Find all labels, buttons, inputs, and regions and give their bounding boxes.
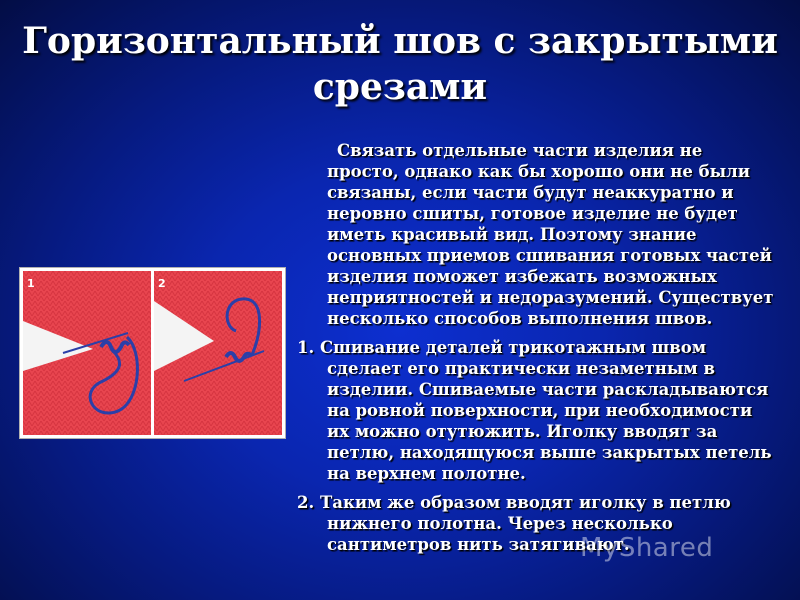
knitting-illustration [20, 268, 285, 438]
illustration-panel-2 [154, 271, 282, 435]
slide-title: Горизонтальный шов с закрытыми срезами [22, 20, 778, 108]
watermark-logo: MyShared [580, 533, 714, 563]
illustration-panel-1 [23, 271, 151, 435]
step-1-paragraph: 1. Сшивание деталей трикотажным швом сделает его практически незаметным в изделии. Сшиваемые части раскладываются на ровной поверхности, при необходимости их можно отутюжить. Иголку вводят за петлю, находящуюся выше закрытых петель на верхнем полотне. [297, 338, 772, 483]
intro-paragraph: Связать отдельные части изделия не просто, однако как бы хорошо они не были связаны, если части будут неаккуратно и неровно сшиты, готовое изделие не будет иметь красивый вид. Поэтому знание основных приемов сшивания готовых частей изделия поможет избежать возможных неприятностей и недоразумений. Существует несколько способов выполнения швов. [327, 141, 774, 328]
knitting-step-1-graphic [23, 271, 151, 435]
slide-body [297, 140, 779, 563]
knitting-step-2-graphic [154, 271, 282, 435]
panel-number-1: 1 [27, 277, 35, 290]
step-2-paragraph: 2. Таким же образом вводят иголку в петлю нижнего полотна. Через несколько сантиметров нить затягивают. [297, 493, 731, 554]
panel-number-2: 2 [158, 277, 166, 290]
